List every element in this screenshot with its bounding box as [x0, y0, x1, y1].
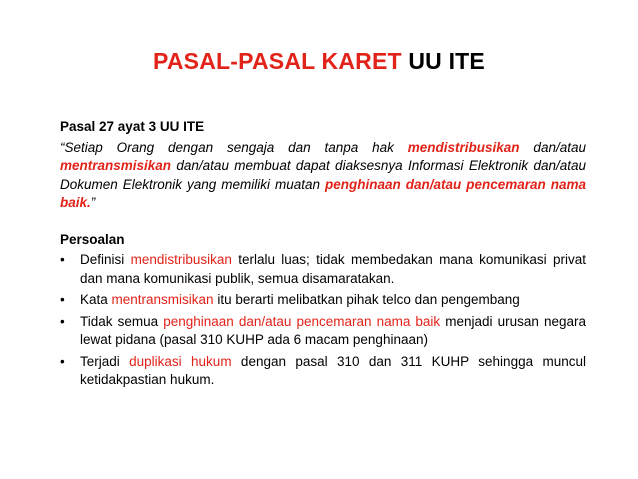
persoalan-list — [60, 251, 586, 390]
persoalan-heading: Persoalan — [60, 231, 125, 247]
highlighted-term: penghinaan dan/atau pencemaran nama baik. — [60, 176, 586, 210]
persoalan-item — [60, 251, 586, 288]
text-segment: dengan pasal 310 dan 311 KUHP sehingga muncul ketidakpastian hukum. — [80, 353, 586, 387]
text-segment: Definisi — [80, 252, 131, 267]
text-segment: Tidak semua — [80, 313, 164, 329]
title-highlight: PASAL-PASAL KARET — [153, 48, 402, 74]
text-segment: dan/atau — [519, 139, 586, 155]
persoalan-item — [60, 313, 586, 350]
bullet-icon: • — [60, 313, 65, 329]
bullet-icon: • — [60, 252, 65, 267]
text-segment: menjadi urusan negara lewat pidana (pasal 310 KUHP ada 6 macam penghinaan) — [80, 313, 586, 347]
pasal-heading: Pasal 27 ayat 3 UU ITE — [60, 119, 205, 134]
text-segment: terlalu luas; tidak membedakan mana komunikasi privat dan mana komunikasi publik, semua disamaratakan. — [80, 252, 587, 286]
slide-content — [60, 118, 586, 393]
persoalan-item — [60, 353, 586, 390]
title-rest: UU ITE — [401, 48, 485, 74]
text-segment: “Setiap Orang dengan sengaja dan tanpa hak — [60, 139, 408, 155]
text-segment: Kata — [80, 292, 112, 307]
text-segment: Terjadi — [80, 353, 130, 369]
highlighted-term: penghinaan dan/atau pencemaran nama baik — [163, 313, 441, 329]
text-segment: itu berarti melibatkan pihak telco dan pengembang — [213, 292, 520, 307]
highlighted-term: mentransmisikan — [111, 292, 214, 307]
bullet-icon: • — [60, 353, 65, 369]
persoalan-item — [60, 291, 586, 310]
highlighted-term: mentransmisikan — [60, 158, 172, 173]
highlighted-term: duplikasi hukum — [129, 353, 232, 369]
text-segment: ” — [90, 195, 96, 210]
text-segment: dan/atau membuat dapat diaksesnya Informasi Elektronik dan/atau Dokumen Elektronik yang memiliki muatan — [60, 158, 586, 192]
highlighted-term: mendistribusikan — [130, 252, 232, 267]
slide-title — [0, 48, 638, 75]
bullet-icon: • — [60, 292, 65, 307]
pasal-quote — [60, 139, 586, 213]
highlighted-term: mendistribusikan — [407, 139, 520, 155]
